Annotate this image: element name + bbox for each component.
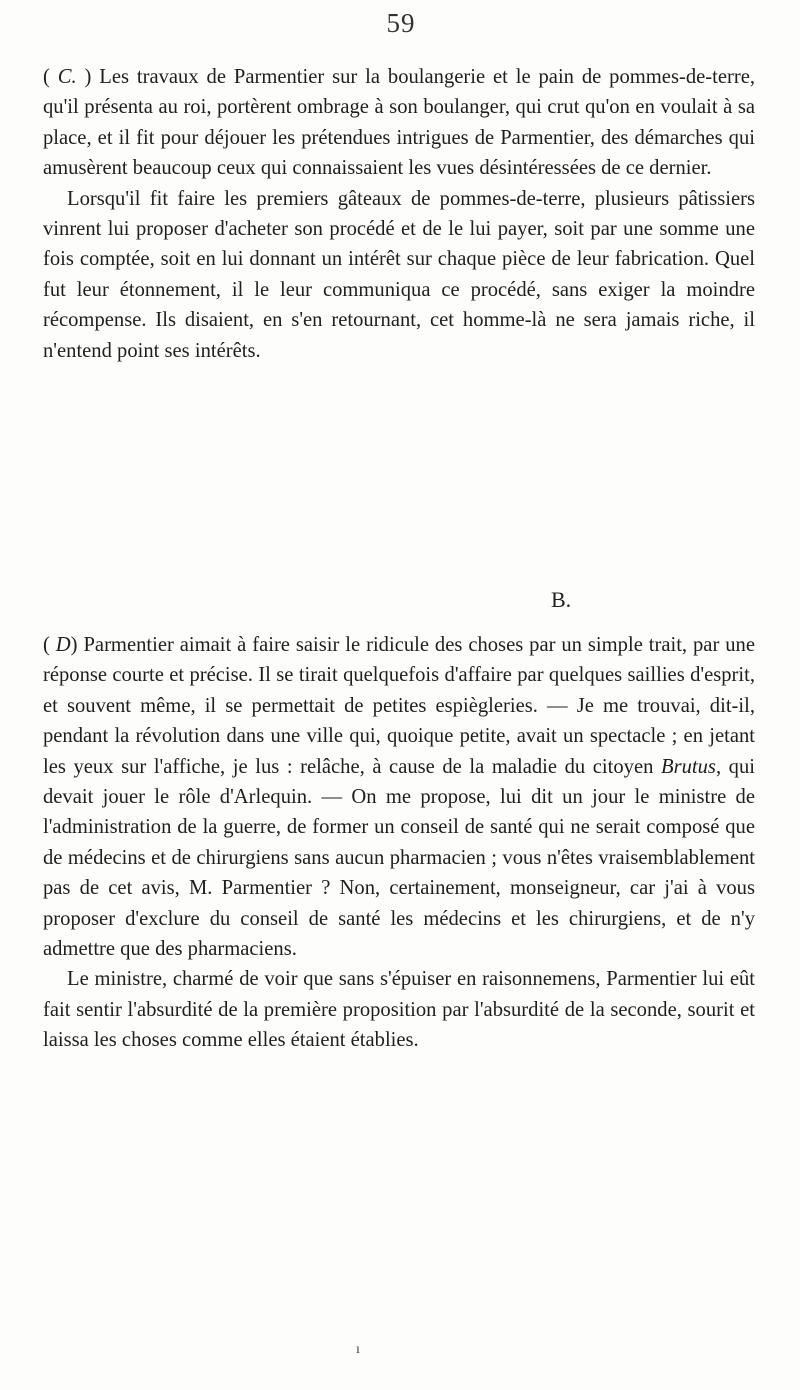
section-d-label: D	[55, 634, 71, 656]
footer-mark: ı	[356, 1342, 360, 1357]
section-c-signature: B.	[551, 587, 572, 612]
section-c-paragraph-2: Lorsqu'il fit faire les premiers gâteaux de pommes-de-terre, plusieurs pâtissiers vinrent lui proposer d'acheter son procédé et de le lui payer, soit par une somme une fois comptée, soit en lui donnant un intérêt sur chaque pièce de leur fabrication. Quel fut leur étonnement, il le leur communiqua ce procédé, sans exiger la moindre récompense. Ils disaient, en s'en retournant, cet homme-là ne sera jamais riche, il n'entend point ses intérêts.	[43, 187, 755, 362]
section-d-label-close: )	[70, 634, 84, 656]
section-d	[43, 630, 755, 1056]
page-number: 59	[386, 8, 416, 38]
section-d-italic-name: Brutus	[661, 755, 716, 778]
section-d-paragraph-1-start: Parmentier aimait à faire saisir le ridicule des choses par un simple trait, par une réponse courte et précise. Il se tirait quelquefois d'affaire par quelques saillies d'esprit, et souvent même, il se permettait de petites espiègleries. — Je me trouvai, dit-il, pendant la révolution dans une ville qui, quoique petite, avait un spectacle ; en jetant les yeux sur l'affiche, je lus : relâche, à cause de la maladie du citoyen	[43, 634, 755, 778]
section-d-paragraph-2: Le ministre, charmé de voir que sans s'épuiser en raisonnemens, Parmentier lui eût fait sentir l'absurdité de la première proposition par l'absurdité de la seconde, sourit et laissa les choses comme elles étaient établies.	[43, 968, 755, 1052]
section-d-paragraph-1-end: , qui devait jouer le rôle d'Arlequin. — On me propose, lui dit un jour le ministre de l'administration de la guerre, de former un conseil de santé qui ne serait composé que de médecins et de chirurgiens sans aucun pharmacien ; vous n'êtes vraisemblablement pas de cet avis, M. Parmentier ? Non, certainement, monseigneur, car j'ai à vous proposer d'exclure du conseil de santé les médecins et les chirurgiens, et de n'y admettre que des pharmaciens.	[43, 755, 755, 961]
section-c-label-open: (	[43, 66, 58, 88]
section-c-label-close: )	[76, 66, 100, 88]
section-c-paragraph-1	[43, 62, 755, 184]
section-c-paragraph-1-text: Les travaux de Parmentier sur la boulangerie et le pain de pommes-de-terre, qu'il présenta au roi, portèrent ombrage à son boulanger, qui crut qu'on en voulait à sa place, et il fit pour déjouer les prétendues intrigues de Parmentier, des démarches qui amusèrent beaucoup ceux qui connaissaient les vues désintéressées de ce dernier.	[43, 66, 755, 180]
section-c	[43, 62, 755, 366]
section-d-label-open: (	[43, 634, 56, 656]
section-d-paragraph-1	[43, 630, 755, 964]
section-c-label: C.	[57, 66, 77, 88]
